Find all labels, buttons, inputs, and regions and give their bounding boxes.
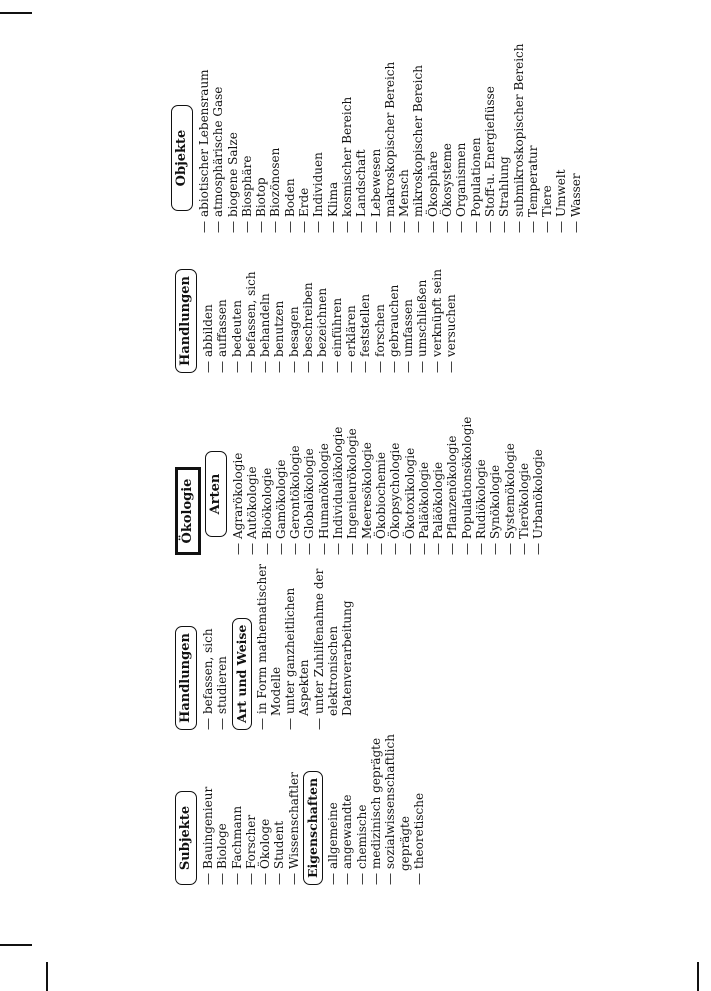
list-item: — bedeuten — [230, 233, 244, 373]
list-item: — Landschaft — [354, 33, 368, 233]
list-item: — unter ganzheitlichen — [283, 595, 297, 730]
list-item: — abbilden — [201, 233, 215, 373]
list-item: — Ökosphäre — [426, 33, 440, 233]
list-item: — Forscher — [244, 760, 258, 885]
list-item: — beschreiben — [301, 233, 315, 373]
list-item: — Biozönosen — [268, 33, 282, 233]
list-item: — Meeresökologie — [360, 395, 374, 555]
list-item: — Stoff-u. Energieflüsse — [483, 33, 497, 233]
art-und-weise-list — [254, 563, 355, 730]
list-item: — chemische — [355, 760, 369, 885]
subjekte-list — [201, 760, 301, 885]
list-item: — befassen, sich — [201, 595, 215, 730]
list-item: — Biotop — [254, 33, 268, 233]
list-item: — besagen — [287, 233, 301, 373]
list-item: — umschließen — [415, 233, 429, 373]
eigenschaften-header: Eigenschaften — [303, 771, 323, 885]
list-item: — Paläökologie — [417, 395, 431, 555]
crop-mark-bottom — [0, 944, 32, 946]
oekologie-column — [175, 395, 546, 555]
list-item: — Ökologe — [258, 760, 272, 885]
list-item: — Globalökologie — [302, 395, 316, 555]
list-item: — Mensch — [397, 33, 411, 233]
list-item: — Boden — [283, 33, 297, 233]
list-item: — Rudiökologie — [474, 395, 488, 555]
list-item: — in Form mathematischer — [255, 595, 269, 730]
list-item: — Ökopsychologie — [388, 395, 402, 555]
list-item: — Fachmann — [230, 760, 244, 885]
list-item: — Tiere — [540, 33, 554, 233]
list-item: — Pflanzenökologie — [445, 395, 459, 555]
list-item: — Gerontökologie — [288, 395, 302, 555]
list-item: — atmosphärische Gase — [211, 33, 225, 233]
list-item: — Organismen — [454, 33, 468, 233]
list-item: — Agrarökologie — [231, 395, 245, 555]
arten-header: Arten — [205, 451, 227, 537]
eigenschaften-list — [326, 734, 426, 885]
handlungen-left-list — [201, 595, 230, 730]
list-item: — Autökologie — [245, 395, 259, 555]
concept-diagram — [174, 43, 583, 885]
list-item: — Wasser — [569, 33, 583, 233]
crop-mark-top — [0, 12, 32, 14]
list-item: — mikroskopischer Bereich — [411, 33, 425, 233]
crop-mark-right-vertical — [697, 962, 699, 991]
list-item: — gebrauchen — [387, 233, 401, 373]
list-item: — studieren — [215, 595, 229, 730]
list-item: — biogene Salze — [226, 33, 240, 233]
list-item: — Populationsökologie — [460, 395, 474, 555]
list-item: — behandeln — [258, 233, 272, 373]
list-item: — Synökologie — [488, 395, 502, 555]
list-item: — makroskopischer Bereich — [383, 33, 397, 233]
list-item: — befassen, sich — [244, 233, 258, 373]
list-item: — Bioökologie — [260, 395, 274, 555]
list-item: — Populationen — [469, 33, 483, 233]
subjekte-header: Subjekte — [175, 791, 197, 885]
list-item: — Student — [272, 760, 286, 885]
list-item-continuation: Modelle — [268, 666, 283, 716]
list-item: — Wissenschaftler — [287, 760, 301, 885]
handlungen-left-column — [175, 563, 355, 730]
list-item: — feststellen — [358, 233, 372, 373]
list-item: — Biologe — [215, 760, 229, 885]
list-item: — Strahlung — [497, 33, 511, 233]
art-und-weise-header: Art und Weise — [232, 618, 252, 730]
objekte-header: Objekte — [171, 105, 193, 211]
handlungen-left-header: Handlungen — [175, 626, 197, 730]
list-item: — theoretische — [412, 760, 426, 885]
list-item: — Umwelt — [554, 33, 568, 233]
crop-mark-left-vertical — [46, 962, 48, 991]
list-item: — Temperatur — [526, 33, 540, 233]
list-item: — Individuen — [311, 33, 325, 233]
list-item: — Gamökologie — [274, 395, 288, 555]
list-item: — bezeichnen — [315, 233, 329, 373]
list-item: — Tierökologie — [517, 395, 531, 555]
list-item: — Paläökologie — [431, 395, 445, 555]
list-item: — Systemökologie — [503, 395, 517, 555]
list-item: — erklären — [344, 233, 358, 373]
list-item: — benutzen — [272, 233, 286, 373]
list-item: — submikroskopischer Bereich — [512, 33, 526, 233]
list-item: — allgemeine — [326, 760, 340, 885]
list-item: — Humanökologie — [317, 395, 331, 555]
list-item: — Klima — [326, 33, 340, 233]
list-item-continuation: geprägte — [397, 816, 412, 871]
objekte-list — [197, 33, 583, 233]
handlungen-right-header: Handlungen — [175, 269, 197, 373]
list-item: — auffassen — [215, 233, 229, 373]
list-item-continuation: Datenverarbeitung — [340, 600, 355, 716]
oekologie-header: Ökologie — [175, 467, 201, 555]
list-item: — Lebewesen — [369, 33, 383, 233]
list-item: — umfassen — [401, 233, 415, 373]
list-item: — Bauingenieur — [201, 760, 215, 885]
list-item: — Ökobiochemie — [374, 395, 388, 555]
list-item: — verknüpft sein — [430, 233, 444, 373]
list-item: — unter Zuhilfenahme der — [312, 595, 326, 730]
list-item: — angewandte — [340, 760, 354, 885]
subjekte-column — [175, 734, 426, 885]
list-item: — Urbanökologie — [531, 395, 545, 555]
handlungen-right-list — [201, 233, 458, 373]
list-item: — Erde — [297, 33, 311, 233]
list-item: — Individualökologie — [331, 395, 345, 555]
list-item-continuation: elektronischen — [326, 625, 341, 716]
list-item: — Ökosysteme — [440, 33, 454, 233]
list-item: — einführen — [330, 233, 344, 373]
list-item: — Ingenieurökologie — [345, 395, 359, 555]
list-item: — kosmischer Bereich — [340, 33, 354, 233]
list-item: — medizinisch geprägte — [369, 760, 383, 885]
list-item: — abiotischer Lebensraum — [197, 33, 211, 233]
handlungen-right-column — [175, 233, 458, 373]
list-item: — forschen — [373, 233, 387, 373]
oekologie-arten-list — [231, 395, 546, 555]
list-item: — sozialwissenschaftlich — [383, 760, 397, 885]
list-item: — versuchen — [444, 233, 458, 373]
list-item: — Ökotoxikologie — [403, 395, 417, 555]
objekte-column — [171, 33, 583, 233]
list-item-continuation: Aspekten — [297, 659, 312, 716]
list-item: — Biosphäre — [240, 33, 254, 233]
